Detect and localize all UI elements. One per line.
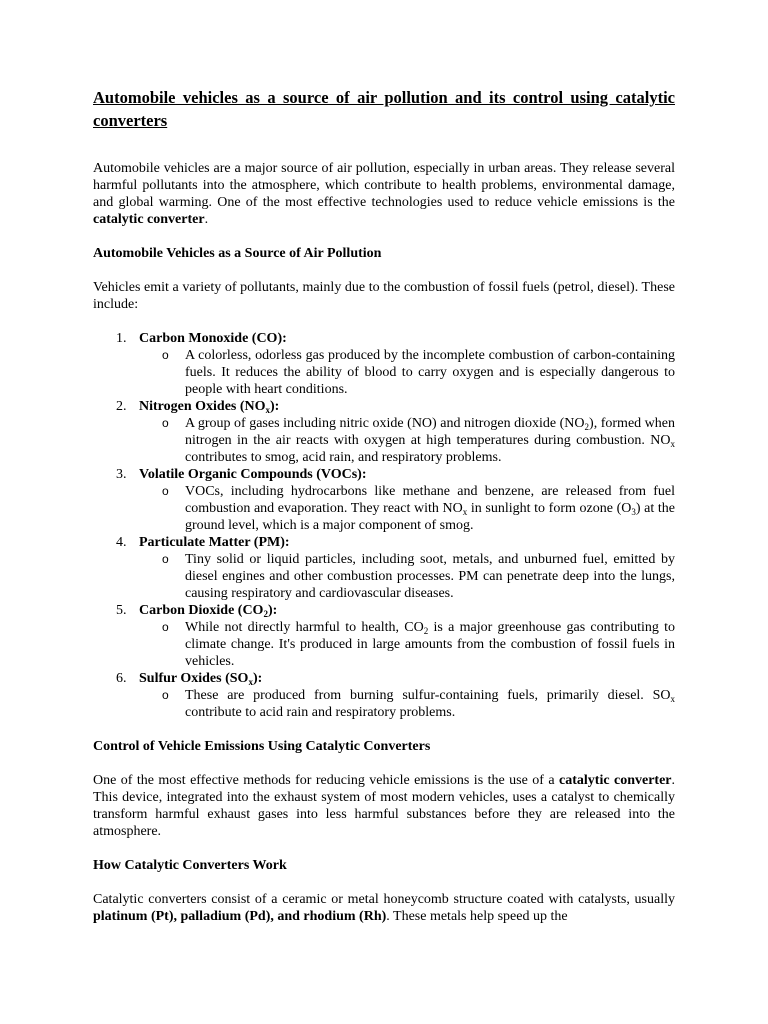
section-heading-control: Control of Vehicle Emissions Using Catalytic Converters: [93, 739, 431, 754]
pollutant-title: Carbon Dioxide $(CO_2)$:: [139, 603, 278, 619]
circle-bullet-icon: o: [162, 552, 169, 566]
circle-bullet-icon: o: [162, 484, 169, 498]
control-bold-term: catalytic converter: [559, 773, 672, 788]
intro-paragraph: Automobile vehicles are a major source of air pollution, especially in urban areas. They release several harmful pollutants into the atmosphere, which contribute to health problems, environmental damage, and global warming. One of the most effective technologies used to reduce vehicle emissions is the catalytic converter.: [93, 161, 675, 227]
sources-paragraph: Vehicles emit a variety of pollutants, mainly due to the combustion of fossil fuels (petrol, diesel). These include:: [93, 280, 675, 312]
pollutant-description: o These are produced from burning sulfur-containing fuels, primarily diesel. $SO_x$ contribute to acid rain and respiratory problems.: [162, 688, 675, 720]
list-item: 5. Carbon Dioxide $(CO_2)$: o While not directly harmful to health, $CO_2$ is a major greenhouse gas contributing to climate change. It's produced in large amounts from the combustion of fossil fuels in vehicles.: [116, 603, 676, 669]
control-paragraph: One of the most effective methods for reducing vehicle emissions is the use of a catalytic converter. This device, integrated into the exhaust system of most modern vehicles, uses a catalyst to chemically transform harmful exhaust gases into less harmful substances before they are released into the atmosphere.: [93, 773, 676, 839]
pollutant-description: o A group of gases including nitric oxide (NO) and nitrogen dioxide $(NO_2)$, formed when nitrogen in the air reacts with oxygen at high temperatures during combustion. $NO_x$ contributes to smog, acid rain, and respiratory problems.: [162, 416, 676, 465]
pollutant-title: Nitrogen Oxides $(NO_x)$:: [139, 399, 280, 415]
list-item: 4. Particulate Matter (PM): o Tiny solid or liquid particles, including soot, metals, and unburned fuel, emitted by diesel engines and other combustion processes. PM can penetrate deep into the lungs, causing respiratory and cardiovascular diseases.: [116, 535, 675, 601]
how-paragraph: Catalytic converters consist of a ceramic or metal honeycomb structure coated with catalysts, usually platinum (Pt), palladium (Pd), and rhodium (Rh). These metals help speed up the: [93, 892, 675, 924]
circle-bullet-icon: o: [162, 688, 169, 702]
intro-text: Automobile vehicles are a major source of air pollution, especially in urban areas. They release several harmful pollutants into the atmosphere, which contribute to health problems, environmental damage, and global warming. One of the most effective technologies used to reduce vehicle emissions is the: [93, 161, 675, 210]
document-page: [93, 86, 675, 925]
pollutant-description: o A colorless, odorless gas produced by the incomplete combustion of carbon-containing fuels. It reduces the ability of blood to carry oxygen and is especially dangerous to people with heart conditions.: [162, 348, 675, 397]
catalyst-metals: platinum (Pt), palladium (Pd), and rhodium (Rh): [93, 909, 387, 924]
document-title: Automobile vehicles as a source of air pollution and its control using catalytic converters: [93, 88, 675, 130]
list-item: 3. Volatile Organic Compounds (VOCs): o VOCs, including hydrocarbons like methane and benzene, are released from fuel combustion and evaporation. They react with $NO_x$ in sunlight to form ozone $(O_3)$ at the ground level, which is a major component of smog.: [116, 467, 675, 533]
section-heading-sources: Automobile Vehicles as a Source of Air Pollution: [93, 246, 382, 261]
circle-bullet-icon: o: [162, 348, 169, 362]
list-item: 2. Nitrogen Oxides $(NO_x)$: o A group of gases including nitric oxide (NO) and nitrogen dioxide $(NO_2)$, formed when nitrogen in the air reacts with oxygen at high temperatures during combustion. $NO_x$ contributes to smog, acid rain, and respiratory problems.: [116, 399, 676, 465]
list-item: 1. Carbon Monoxide (CO): o A colorless, odorless gas produced by the incomplete combustion of carbon-containing fuels. It reduces the ability of blood to carry oxygen and is especially dangerous to people with heart conditions.: [116, 331, 675, 397]
pollutant-description: o While not directly harmful to health, $CO_2$ is a major greenhouse gas contributing to climate change. It's produced in large amounts from the combustion of fossil fuels in vehicles.: [162, 620, 676, 669]
pollutant-title: Sulfur Oxides $(SO_x)$:: [139, 671, 263, 687]
pollutant-description: o Tiny solid or liquid particles, including soot, metals, and unburned fuel, emitted by diesel engines and other combustion processes. PM can penetrate deep into the lungs, causing respiratory and cardiovascular diseases.: [162, 552, 675, 601]
circle-bullet-icon: o: [162, 620, 169, 634]
section-heading-how: How Catalytic Converters Work: [93, 858, 287, 873]
pollutant-description: o VOCs, including hydrocarbons like methane and benzene, are released from fuel combustion and evaporation. They react with $NO_x$ in sunlight to form ozone $(O_3)$ at the ground level, which is a major component of smog.: [162, 484, 675, 533]
list-item: 6. Sulfur Oxides $(SO_x)$: o These are produced from burning sulfur-containing fuels, primarily diesel. $SO_x$ contribute to acid rain and respiratory problems.: [116, 671, 675, 720]
intro-bold-term: catalytic converter: [93, 212, 205, 227]
pollutant-title: Particulate Matter (PM):: [139, 535, 290, 550]
pollutant-title: Carbon Monoxide (CO):: [139, 331, 287, 346]
pollutant-title: Volatile Organic Compounds (VOCs):: [139, 467, 367, 482]
circle-bullet-icon: o: [162, 416, 169, 430]
pollutant-list: [93, 330, 675, 721]
